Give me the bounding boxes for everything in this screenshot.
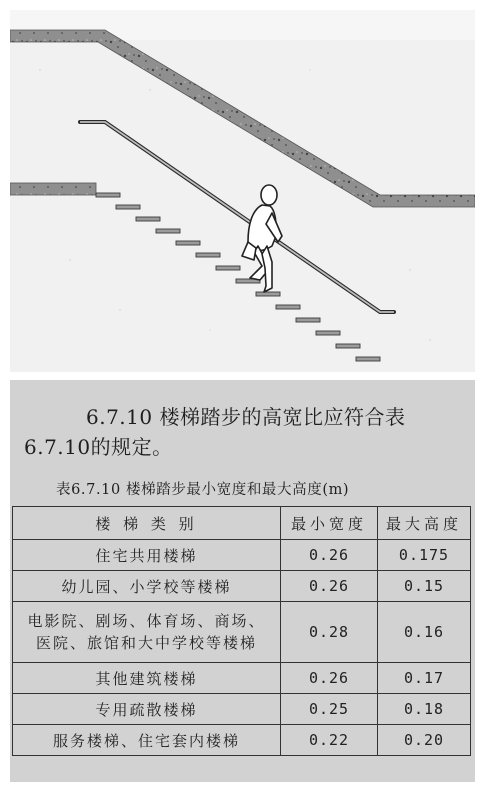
table-row <box>13 602 471 663</box>
cell-category: 幼儿园、小学校等楼梯 <box>13 571 281 602</box>
lower-landing <box>10 183 96 195</box>
code-excerpt <box>10 380 475 782</box>
header-max-height: 最大高度 <box>378 507 471 540</box>
header-min-width: 最小宽度 <box>281 507 378 540</box>
cell-max-height: 0.20 <box>378 725 471 756</box>
cell-max-height: 0.16 <box>378 602 471 663</box>
staircase-svg <box>10 10 475 372</box>
table-header-row <box>13 507 471 540</box>
cell-min-width: 0.26 <box>281 540 378 571</box>
cell-max-height: 0.18 <box>378 694 471 725</box>
clause-line-1: 6.7.10 楼梯踏步的高宽比应符合表 <box>86 405 406 429</box>
cell-max-height: 0.17 <box>378 663 471 694</box>
cell-category-line-1: 电影院、剧场、体育场、商场、 <box>27 612 266 630</box>
table-row <box>13 663 471 694</box>
cell-category <box>13 602 281 663</box>
cell-category: 其他建筑楼梯 <box>13 663 281 694</box>
cell-min-width: 0.25 <box>281 694 378 725</box>
cell-category-line-2: 医院、旅馆和大中学校等楼梯 <box>35 634 257 652</box>
cell-category: 住宅共用楼梯 <box>13 540 281 571</box>
cell-category: 服务楼梯、住宅套内楼梯 <box>13 725 281 756</box>
cell-max-height: 0.175 <box>378 540 471 571</box>
stair-spec-table <box>12 506 471 756</box>
cell-min-width: 0.28 <box>281 602 378 663</box>
cell-category: 专用疏散楼梯 <box>13 694 281 725</box>
clause-line-2: 6.7.10的规定。 <box>24 435 173 459</box>
table-row <box>13 694 471 725</box>
staircase-drawing <box>10 10 475 372</box>
cell-min-width: 0.22 <box>281 725 378 756</box>
table-caption: 表6.7.10 楼梯踏步最小宽度和最大高度(m) <box>56 482 350 498</box>
cell-min-width: 0.26 <box>281 663 378 694</box>
cell-max-height: 0.15 <box>378 571 471 602</box>
cell-min-width: 0.26 <box>281 571 378 602</box>
header-category: 楼 梯 类 别 <box>13 507 281 540</box>
table-row <box>13 725 471 756</box>
table-row <box>13 571 471 602</box>
table-row <box>13 540 471 571</box>
clause-text <box>24 402 464 462</box>
